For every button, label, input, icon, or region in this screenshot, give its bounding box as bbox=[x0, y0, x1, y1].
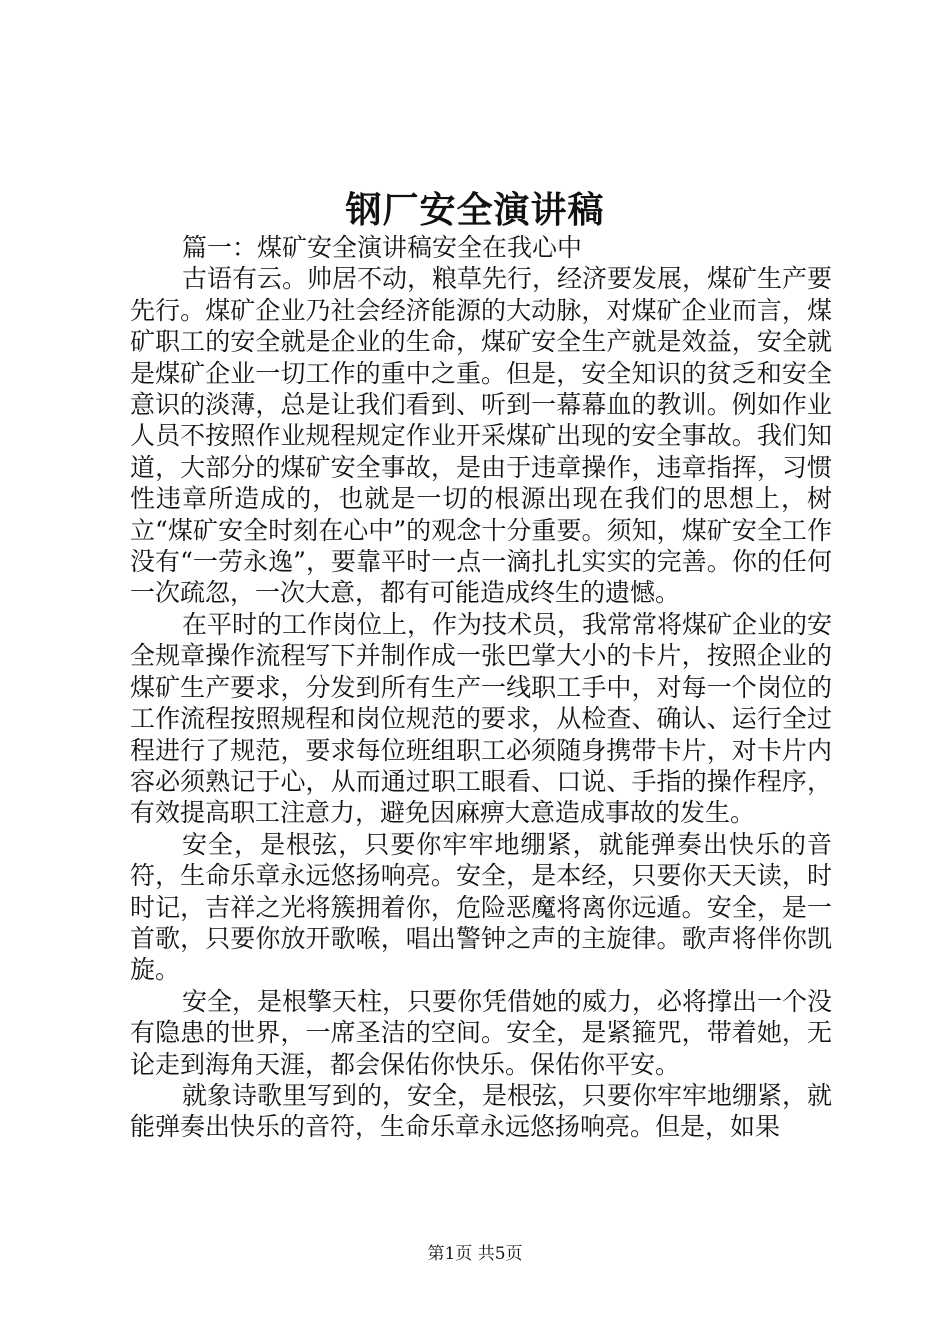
paragraph: 古语有云。帅居不动，粮草先行，经济要发展，煤矿生产要先行。煤矿企业乃社会经济能源的大动脉，对煤矿企业而言，煤矿职工的安全就是企业的生命，煤矿安全生产就是效益，安全就是煤矿企业一切工作的重中之重。但是，安全知识的贫乏和安全意识的淡薄，总是让我们看到、听到一幕幕血的教训。例如作业人员不按照作业规程规定作业开采煤矿出现的安全事故。我们知道，大部分的煤矿安全事故，是由于违章操作，违章指挥，习惯性违章所造成的，也就是一切的根源出现在我们的思想上，树立“煤矿安全时刻在心中”的观念十分重要。须知，煤矿安全工作没有“一劳永逸”，要靠平时一点一滴扎扎实实的完善。你的任何一次疏忽，一次大意，都有可能造成终生的遗憾。 bbox=[130, 264, 833, 608]
paragraph: 就象诗歌里写到的，安全，是根弦，只要你牢牢地绷紧，就能弹奏出快乐的音符，生命乐章永远悠扬响亮。但是，如果 bbox=[130, 1080, 833, 1142]
paragraph: 安全，是根擎天柱，只要你凭借她的威力，必将撑出一个没有隐患的世界，一席圣洁的空间。安全，是紧箍咒，带着她，无论走到海角天涯，都会保佑你快乐。保佑你平安。 bbox=[130, 986, 833, 1079]
document-title: 钢厂安全演讲稿 bbox=[345, 189, 605, 231]
paragraph: 安全，是根弦，只要你牢牢地绷紧，就能弹奏出快乐的音符，生命乐章永远悠扬响亮。安全，是本经，只要你天天读，时时记，吉祥之光将簇拥着你，危险恶魔将离你远遁。安全，是一首歌，只要你放开歌喉，唱出警钟之声的主旋律。歌声将伴你凯旋。 bbox=[130, 829, 832, 985]
paragraph-heading: 篇一：煤矿安全演讲稿安全在我心中 bbox=[182, 233, 583, 262]
document-body bbox=[130, 232, 832, 1143]
paragraph: 在平时的工作岗位上，作为技术员，我常常将煤矿企业的安全规章操作流程写下并制作成一张巴掌大小的卡片，按照企业的煤矿生产要求，分发到所有生产一线职工手中，对每一个岗位的工作流程按照规程和岗位规范的要求，从检查、确认、运行全过程进行了规范，要求每位班组职工必须随身携带卡片，对卡片内容必须熟记于心，从而通过职工眼看、口说、手指的操作程序，有效提高职工注意力，避免因麻痹大意造成事故的发生。 bbox=[130, 609, 833, 828]
page-number-footer: 第1页 共5页 bbox=[427, 1244, 523, 1264]
